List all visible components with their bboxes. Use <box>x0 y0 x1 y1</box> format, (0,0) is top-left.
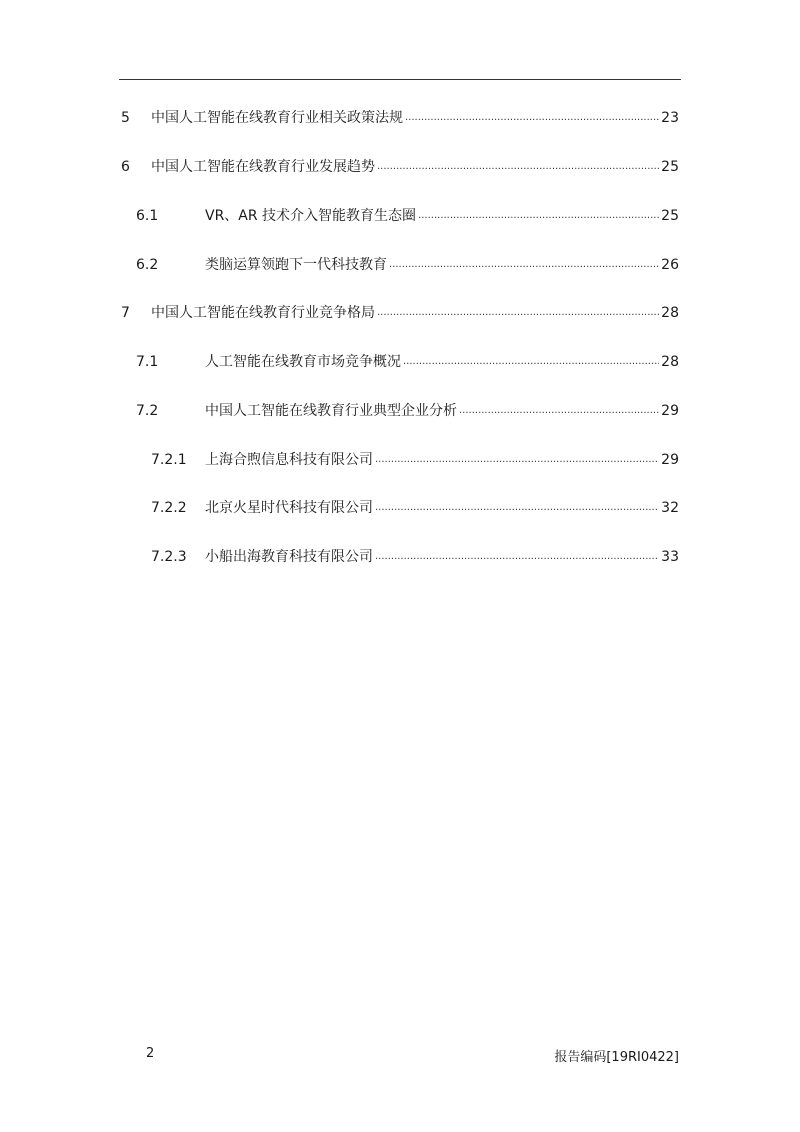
toc-entry-title: 北京火星时代科技有限公司 <box>205 500 373 516</box>
toc-entry-page: 25 <box>661 208 679 224</box>
toc-entry-number: 6.1 <box>136 208 159 224</box>
toc-entry-page: 28 <box>661 305 679 321</box>
toc-entry-number: 7.2.3 <box>151 549 187 565</box>
toc-entry-number: 7.2 <box>136 403 159 419</box>
header-rule <box>119 79 681 80</box>
toc-entry-page: 26 <box>661 257 679 273</box>
toc-entry-7-2-2[interactable] <box>0 497 800 519</box>
toc-entry-number: 7.2.2 <box>151 500 187 516</box>
toc-leader-dots <box>375 548 659 566</box>
toc-entry-6-1[interactable] <box>0 205 800 227</box>
footer-report-code: 报告编码[19RI0422] <box>554 1050 679 1065</box>
toc-leader-dots <box>377 304 659 322</box>
toc-leader-dots <box>403 353 659 371</box>
toc-entry-number: 6 <box>121 159 130 175</box>
toc-leader-dots <box>418 207 659 225</box>
toc-entry-7-2-3[interactable] <box>0 546 800 568</box>
toc-entry-6[interactable] <box>0 156 800 178</box>
toc-entry-number: 7 <box>121 305 130 321</box>
toc-entry-page: 23 <box>661 110 679 126</box>
toc-entry-number: 7.1 <box>136 354 159 370</box>
toc-entry-page: 25 <box>661 159 679 175</box>
toc-entry-page: 32 <box>661 500 679 516</box>
toc-entry-page: 33 <box>661 549 679 565</box>
toc-entry-7[interactable] <box>0 302 800 324</box>
toc-entry-6-2[interactable] <box>0 254 800 276</box>
toc-entry-page: 28 <box>661 354 679 370</box>
toc-entry-title: 中国人工智能在线教育行业竞争格局 <box>151 305 375 321</box>
toc-entry-7-1[interactable] <box>0 351 800 373</box>
toc-entry-number: 5 <box>121 110 130 126</box>
toc-entry-title: 中国人工智能在线教育行业典型企业分析 <box>205 403 457 419</box>
toc-entry-title: VR、AR 技术介入智能教育生态圈 <box>205 208 417 224</box>
toc-entry-title: 中国人工智能在线教育行业相关政策法规 <box>151 110 403 126</box>
toc-entry-title: 中国人工智能在线教育行业发展趋势 <box>151 159 375 175</box>
toc-leader-dots <box>405 109 659 127</box>
toc-entry-title: 人工智能在线教育市场竞争概况 <box>205 354 401 370</box>
toc-entry-7-2-1[interactable] <box>0 449 800 471</box>
toc-entry-5[interactable] <box>0 107 800 129</box>
toc-leader-dots <box>389 256 659 274</box>
toc-leader-dots <box>459 402 659 420</box>
toc-leader-dots <box>375 499 659 517</box>
footer-page-number: 2 <box>146 1046 155 1061</box>
toc-entry-title: 类脑运算领跑下一代科技教育 <box>205 257 387 273</box>
toc-entry-7-2[interactable] <box>0 400 800 422</box>
toc-entry-number: 6.2 <box>136 257 159 273</box>
toc-entry-number: 7.2.1 <box>151 452 187 468</box>
toc-entry-page: 29 <box>661 403 679 419</box>
toc-entry-title: 小船出海教育科技有限公司 <box>205 549 373 565</box>
toc-leader-dots <box>377 158 659 176</box>
toc-leader-dots <box>375 451 659 469</box>
toc-entry-page: 29 <box>661 452 679 468</box>
toc-entry-title: 上海合煦信息科技有限公司 <box>205 452 373 468</box>
